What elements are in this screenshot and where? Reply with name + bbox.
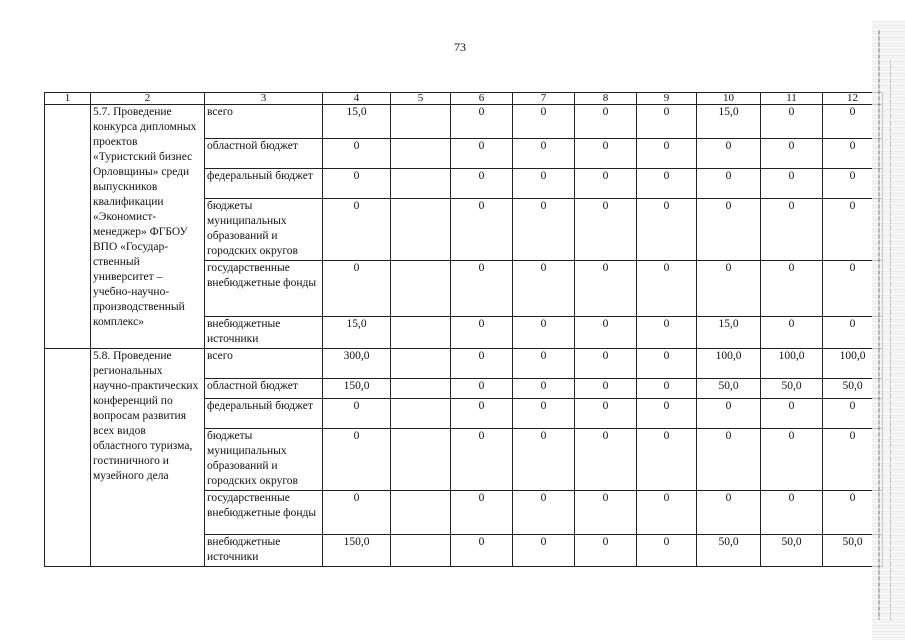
value-cell [391, 105, 451, 139]
value-cell: 0 [697, 399, 761, 429]
value-cell: 0 [637, 429, 697, 491]
value-cell: 0 [451, 139, 513, 169]
funding-source-cell: областной бюджет [205, 379, 323, 399]
value-cell: 300,0 [323, 349, 391, 379]
value-cell: 0 [575, 399, 637, 429]
value-cell: 0 [637, 379, 697, 399]
value-cell: 0 [323, 429, 391, 491]
funding-source-cell: федеральный бюджет [205, 399, 323, 429]
value-cell: 15,0 [697, 317, 761, 349]
table-body [45, 93, 883, 567]
header-cell: 1 [45, 93, 91, 105]
value-cell [391, 317, 451, 349]
row-number-cell [45, 349, 91, 567]
header-cell: 3 [205, 93, 323, 105]
header-row [45, 93, 883, 105]
activity-name-cell: 5.7. Проведение конкурса дипломных проектов «Туристский бизнес Орловщины» среди выпускников квалификации «Экономист-менеджер» ФГБОУ ВПО «Государ-ственный университет – учебно-научно-производственный комплекс» [91, 105, 205, 349]
value-cell: 0 [451, 399, 513, 429]
funding-source-cell: внебюджетные источники [205, 535, 323, 567]
value-cell: 0 [823, 317, 883, 349]
value-cell: 0 [451, 105, 513, 139]
value-cell [391, 349, 451, 379]
value-cell: 0 [451, 169, 513, 199]
funding-source-cell: внебюджетные источники [205, 317, 323, 349]
header-cell: 5 [391, 93, 451, 105]
value-cell [391, 491, 451, 535]
value-cell: 0 [575, 429, 637, 491]
value-cell: 0 [323, 261, 391, 317]
value-cell: 0 [637, 349, 697, 379]
value-cell: 0 [823, 105, 883, 139]
value-cell [391, 199, 451, 261]
value-cell: 0 [575, 169, 637, 199]
value-cell: 0 [637, 535, 697, 567]
value-cell: 15,0 [323, 105, 391, 139]
funding-source-cell: областной бюджет [205, 139, 323, 169]
value-cell [391, 379, 451, 399]
value-cell: 0 [637, 399, 697, 429]
value-cell: 0 [697, 491, 761, 535]
value-cell: 0 [513, 317, 575, 349]
value-cell: 100,0 [823, 349, 883, 379]
value-cell: 0 [451, 317, 513, 349]
value-cell: 0 [513, 535, 575, 567]
value-cell: 150,0 [323, 535, 391, 567]
value-cell: 0 [823, 399, 883, 429]
table-row [45, 349, 883, 379]
value-cell: 0 [761, 199, 823, 261]
value-cell: 0 [823, 199, 883, 261]
value-cell: 0 [575, 139, 637, 169]
value-cell [391, 139, 451, 169]
value-cell: 0 [575, 317, 637, 349]
value-cell: 50,0 [823, 535, 883, 567]
header-cell: 10 [697, 93, 761, 105]
value-cell: 0 [513, 349, 575, 379]
value-cell: 0 [513, 169, 575, 199]
value-cell: 0 [323, 399, 391, 429]
funding-source-cell: государственные внебюджетные фонды [205, 491, 323, 535]
value-cell: 0 [761, 139, 823, 169]
value-cell: 0 [823, 491, 883, 535]
header-cell: 11 [761, 93, 823, 105]
value-cell: 0 [637, 105, 697, 139]
funding-source-cell: бюджеты муниципальных образований и городских округов [205, 199, 323, 261]
value-cell: 0 [823, 429, 883, 491]
value-cell: 0 [637, 199, 697, 261]
value-cell: 0 [761, 105, 823, 139]
value-cell: 0 [697, 429, 761, 491]
header-cell: 7 [513, 93, 575, 105]
value-cell: 0 [323, 169, 391, 199]
row-number-cell [45, 105, 91, 349]
value-cell: 0 [637, 261, 697, 317]
value-cell: 0 [637, 169, 697, 199]
value-cell: 0 [513, 199, 575, 261]
header-cell: 8 [575, 93, 637, 105]
value-cell: 0 [575, 105, 637, 139]
value-cell: 0 [761, 399, 823, 429]
value-cell: 0 [451, 491, 513, 535]
value-cell [391, 535, 451, 567]
activity-name-cell: 5.8. Проведение региональных научно-практических конференций по вопросам развития всех видов областного туризма, гостиничного и музейного дела [91, 349, 205, 567]
value-cell: 100,0 [697, 349, 761, 379]
value-cell: 0 [761, 429, 823, 491]
funding-source-cell: всего [205, 349, 323, 379]
value-cell: 0 [637, 139, 697, 169]
value-cell: 0 [323, 139, 391, 169]
value-cell: 0 [575, 261, 637, 317]
value-cell: 0 [513, 139, 575, 169]
header-cell: 2 [91, 93, 205, 105]
value-cell: 0 [761, 261, 823, 317]
funding-source-cell: всего [205, 105, 323, 139]
value-cell: 0 [697, 199, 761, 261]
value-cell: 0 [575, 535, 637, 567]
funding-source-cell: государственные внебюджетные фонды [205, 261, 323, 317]
value-cell: 50,0 [697, 379, 761, 399]
value-cell: 0 [323, 491, 391, 535]
value-cell: 0 [513, 429, 575, 491]
value-cell: 0 [823, 139, 883, 169]
value-cell: 0 [575, 349, 637, 379]
value-cell: 150,0 [323, 379, 391, 399]
value-cell: 0 [451, 535, 513, 567]
value-cell [391, 429, 451, 491]
value-cell: 0 [575, 199, 637, 261]
value-cell: 0 [451, 429, 513, 491]
funding-source-cell: федеральный бюджет [205, 169, 323, 199]
value-cell: 100,0 [761, 349, 823, 379]
header-cell: 12 [823, 93, 883, 105]
value-cell: 50,0 [823, 379, 883, 399]
scan-edge-artifact [872, 20, 905, 640]
value-cell: 0 [761, 317, 823, 349]
table-row [45, 105, 883, 139]
value-cell: 0 [451, 379, 513, 399]
funding-source-cell: бюджеты муниципальных образований и городских округов [205, 429, 323, 491]
value-cell: 0 [451, 199, 513, 261]
value-cell: 50,0 [697, 535, 761, 567]
value-cell: 0 [761, 169, 823, 199]
value-cell: 50,0 [761, 379, 823, 399]
page-number: 73 [454, 40, 466, 54]
value-cell: 0 [575, 491, 637, 535]
value-cell: 0 [697, 169, 761, 199]
value-cell: 0 [697, 261, 761, 317]
value-cell: 0 [513, 261, 575, 317]
budget-table [44, 92, 883, 567]
value-cell: 0 [697, 139, 761, 169]
value-cell: 50,0 [761, 535, 823, 567]
value-cell: 0 [823, 261, 883, 317]
value-cell: 0 [761, 491, 823, 535]
value-cell: 0 [513, 399, 575, 429]
header-cell: 6 [451, 93, 513, 105]
value-cell: 0 [513, 491, 575, 535]
value-cell [391, 399, 451, 429]
value-cell: 0 [513, 105, 575, 139]
value-cell: 0 [451, 261, 513, 317]
header-cell: 4 [323, 93, 391, 105]
value-cell: 15,0 [697, 105, 761, 139]
value-cell: 0 [637, 491, 697, 535]
value-cell: 0 [451, 349, 513, 379]
header-cell: 9 [637, 93, 697, 105]
value-cell: 0 [513, 379, 575, 399]
value-cell: 0 [823, 169, 883, 199]
value-cell [391, 169, 451, 199]
value-cell: 0 [323, 199, 391, 261]
value-cell: 0 [637, 317, 697, 349]
value-cell: 15,0 [323, 317, 391, 349]
value-cell: 0 [575, 379, 637, 399]
value-cell [391, 261, 451, 317]
